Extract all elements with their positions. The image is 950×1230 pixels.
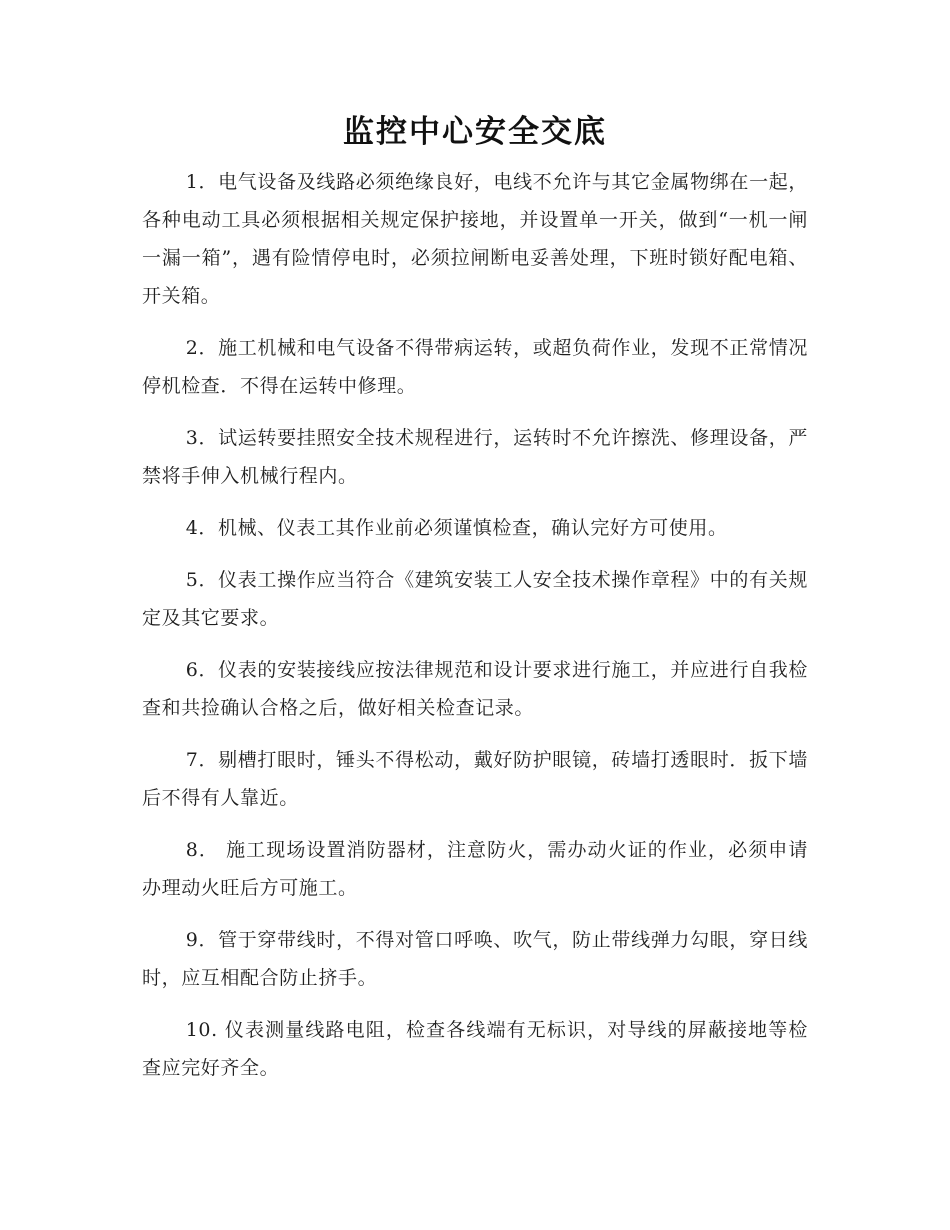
paragraph-5: 5．仪表工操作应当符合《建筑安装工人安全技术操作章程》中的有关规定及其它要求。 (142, 569, 808, 629)
paragraph-8: 8． 施工现场设置消防器材，注意防火，需办动火证的作业，必须申请办理动火旺后方可施工。 (142, 839, 808, 899)
paragraph-10: 10. 仪表测量线路电阻，检查各线端有无标识，对导线的屏蔽接地等检查应完好齐全。 (142, 1019, 808, 1079)
paragraph-7: 7．剔槽打眼时，锤头不得松动，戴好防护眼镜，砖墙打透眼时．扳下墙后不得有人靠近。 (142, 749, 808, 809)
paragraph-2: 2．施工机械和电气设备不得带病运转，或超负荷作业，发现不正常情况停机检查．不得在运转中修理。 (142, 337, 808, 397)
paragraph-1: 1．电气设备及线路必须绝缘良好，电线不允许与其它金属物绑在一起，各种电动工具必须根据相关规定保护接地，并设置单一开关，做到“一机一闸一漏一箱”，遇有险情停电时，必须拉闸断电妥善处理，下班时锁好配电箱、开关箱。 (142, 171, 808, 307)
document-title: 监控中心安全交底 (343, 114, 607, 150)
document-body (142, 163, 808, 1101)
paragraph-4: 4．机械、仪表工其作业前必须谨慎检查，确认完好方可使用。 (185, 517, 728, 539)
paragraph-3: 3．试运转要挂照安全技术规程进行，运转时不允许擦洗、修理设备，严禁将手伸入机械行程内。 (142, 427, 808, 487)
paragraph-9: 9．管于穿带线时，不得对管口呼唤、吹气，防止带线弹力勾眼，穿日线时，应互相配合防止挤手。 (142, 929, 808, 989)
paragraph-6: 6．仪表的安装接线应按法律规范和设计要求进行施工，并应进行自我检查和共捡确认合格之后，做好相关检查记录。 (142, 659, 808, 719)
